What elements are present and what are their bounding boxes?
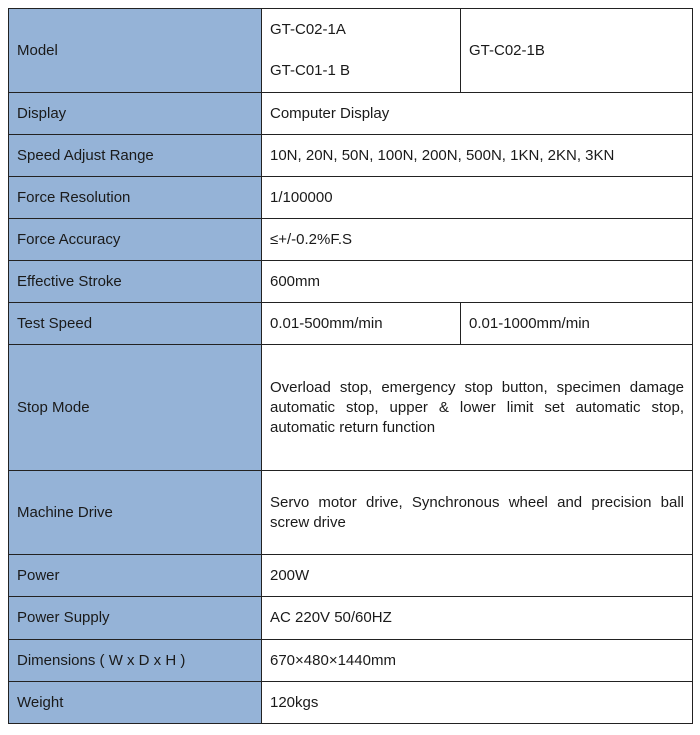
table-row-weight [9,682,693,724]
display-value: Computer Display [262,93,693,135]
table-row-force-resolution [9,177,693,219]
model-value-1-line-1: GT-C02-1A [270,21,346,38]
test-speed-value-2: 0.01-1000mm/min [461,303,693,345]
machine-drive-value: Servo motor drive, Synchronous wheel and precision ball screw drive [262,471,693,555]
table-row-speed-adjust-range [9,135,693,177]
effective-stroke-label: Effective Stroke [9,261,262,303]
power-supply-value: AC 220V 50/60HZ [262,597,693,640]
force-accuracy-label: Force Accuracy [9,219,262,261]
model-value-1 [262,9,461,93]
model-label: Model [9,9,262,93]
dimensions-value: 670×480×1440mm [262,640,693,682]
stop-mode-value: Overload stop, emergency stop button, specimen damage automatic stop, upper & lower limit set automatic stop, automatic return function [262,345,693,471]
table-row-stop-mode [9,345,693,471]
test-speed-label: Test Speed [9,303,262,345]
speed-adjust-range-label: Speed Adjust Range [9,135,262,177]
power-supply-label: Power Supply [9,597,262,640]
model-value-1-line-2: GT-C01-1 B [270,62,351,79]
table-row-force-accuracy [9,219,693,261]
table-row-test-speed [9,303,693,345]
table-row-power-supply [9,597,693,640]
weight-label: Weight [9,682,262,724]
dimensions-label: Dimensions ( W x D x H ) [9,640,262,682]
force-resolution-label: Force Resolution [9,177,262,219]
table-row-model [9,9,693,93]
table-row-power [9,555,693,597]
specification-table [8,8,693,724]
model-value-2: GT-C02-1B [461,9,693,93]
speed-adjust-range-value: 10N, 20N, 50N, 100N, 200N, 500N, 1KN, 2KN, 3KN [262,135,693,177]
machine-drive-label: Machine Drive [9,471,262,555]
power-label: Power [9,555,262,597]
table-row-dimensions [9,640,693,682]
stop-mode-label: Stop Mode [9,345,262,471]
display-label: Display [9,93,262,135]
force-resolution-value: 1/100000 [262,177,693,219]
force-accuracy-value: ≤+/-0.2%F.S [262,219,693,261]
power-value: 200W [262,555,693,597]
weight-value: 120kgs [262,682,693,724]
table-row-display [9,93,693,135]
table-row-effective-stroke [9,261,693,303]
table-row-machine-drive [9,471,693,555]
effective-stroke-value: 600mm [262,261,693,303]
test-speed-value-1: 0.01-500mm/min [262,303,461,345]
